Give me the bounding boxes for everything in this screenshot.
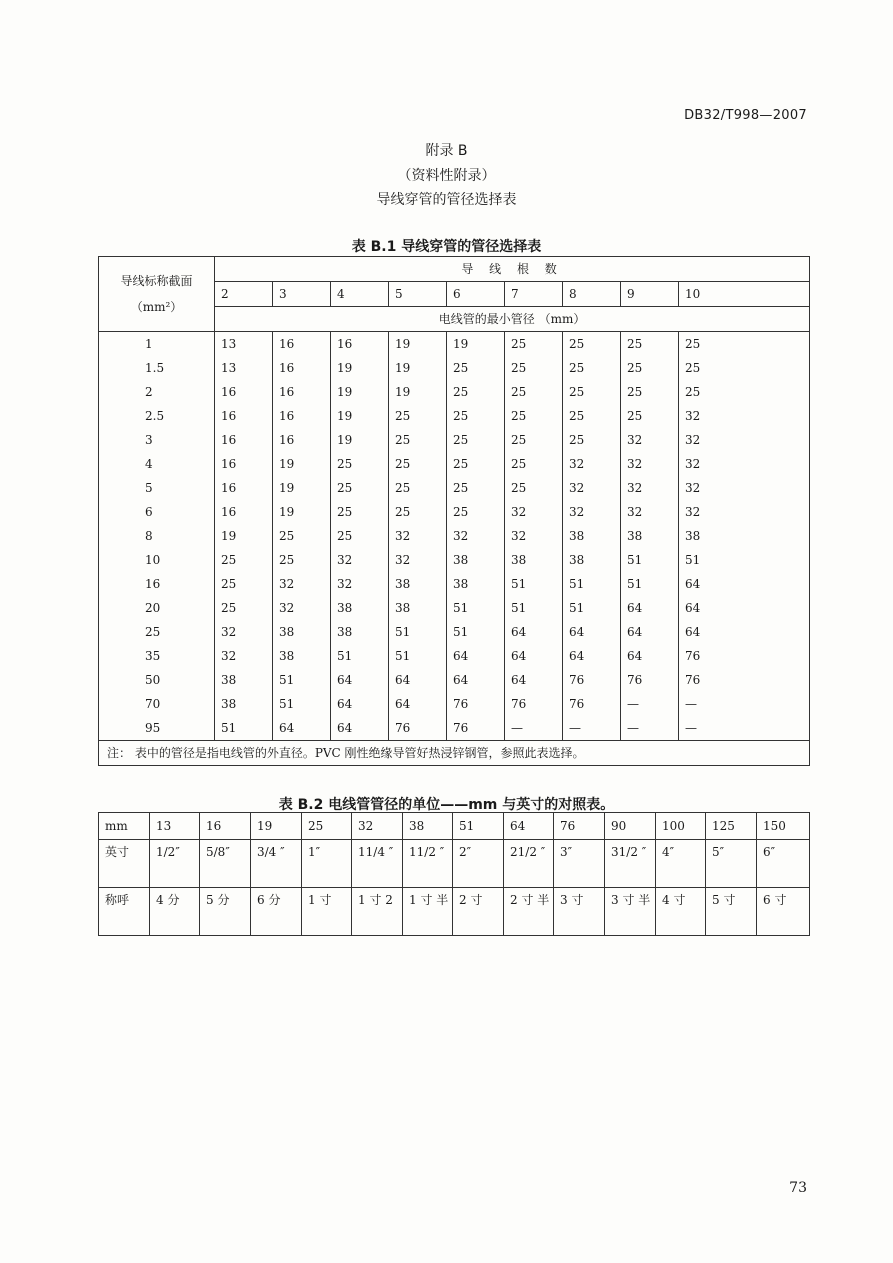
diameter-cell: 19 xyxy=(273,452,331,476)
table-row xyxy=(99,572,810,596)
conversion-cell: 31/2 ″ xyxy=(605,840,656,888)
diameter-cell: 32 xyxy=(679,404,810,428)
diameter-cell: 51 xyxy=(447,596,505,620)
diameter-cell: 32 xyxy=(621,452,679,476)
conversion-cell: 25 xyxy=(302,813,352,840)
diameter-cell: 32 xyxy=(505,524,563,548)
diameter-cell: 25 xyxy=(447,500,505,524)
diameter-cell: 64 xyxy=(447,668,505,692)
diameter-cell: 25 xyxy=(505,404,563,428)
diameter-cell: 64 xyxy=(679,572,810,596)
section-cell: 25 xyxy=(145,625,161,639)
section-cell: 5 xyxy=(145,481,153,495)
conversion-cell: 90 xyxy=(605,813,656,840)
conversion-cell: 11/4 ″ xyxy=(352,840,403,888)
diameter-cell: 16 xyxy=(215,428,273,452)
diameter-cell: 38 xyxy=(563,524,621,548)
table-row xyxy=(99,356,810,380)
diameter-cell: 32 xyxy=(621,476,679,500)
table-row xyxy=(99,668,810,692)
section-cell: 1.5 xyxy=(145,361,165,375)
count-header: 4 xyxy=(331,282,389,307)
diameter-cell: 19 xyxy=(389,380,447,404)
diameter-cell: 51 xyxy=(563,572,621,596)
diameter-cell: 25 xyxy=(563,332,621,357)
table-row xyxy=(99,452,810,476)
diameter-cell: 25 xyxy=(563,404,621,428)
table-row xyxy=(99,380,810,404)
conversion-cell: 5″ xyxy=(706,840,757,888)
diameter-cell: 76 xyxy=(505,692,563,716)
diameter-cell: 25 xyxy=(273,524,331,548)
diameter-cell: 16 xyxy=(273,428,331,452)
table-row xyxy=(99,500,810,524)
diameter-cell: 32 xyxy=(621,500,679,524)
diameter-cell: 64 xyxy=(621,620,679,644)
diameter-cell: 38 xyxy=(331,620,389,644)
diameter-cell: 64 xyxy=(505,644,563,668)
conversion-cell: 16 xyxy=(200,813,251,840)
diameter-cell: — xyxy=(563,716,621,741)
diameter-cell: 64 xyxy=(679,620,810,644)
diameter-cell: — xyxy=(621,716,679,741)
count-header: 9 xyxy=(621,282,679,307)
row-label-cell: 英寸 xyxy=(99,840,150,888)
diameter-cell: 32 xyxy=(447,524,505,548)
diameter-cell: 25 xyxy=(389,404,447,428)
section-cell: 1 xyxy=(145,337,153,351)
table1-caption: 表 B.1 导线穿管的管径选择表 xyxy=(351,239,542,255)
diameter-cell: 38 xyxy=(447,572,505,596)
diameter-cell: 16 xyxy=(273,356,331,380)
table-row xyxy=(99,692,810,716)
diameter-cell: 16 xyxy=(215,476,273,500)
appendix-title: 附录 B xyxy=(425,143,468,159)
section-cell: 20 xyxy=(145,601,161,615)
diameter-cell: 16 xyxy=(215,404,273,428)
conversion-cell: 5/8″ xyxy=(200,840,251,888)
diameter-cell: 19 xyxy=(331,428,389,452)
section-cell: 4 xyxy=(145,457,153,471)
diameter-cell: 19 xyxy=(331,356,389,380)
diameter-cell: 32 xyxy=(389,548,447,572)
diameter-cell: 38 xyxy=(215,692,273,716)
table-row xyxy=(99,332,810,357)
inch-row xyxy=(99,840,810,888)
unit-conversion-table xyxy=(98,812,810,936)
diameter-cell: 16 xyxy=(273,380,331,404)
diameter-cell: 51 xyxy=(505,572,563,596)
diameter-cell: 25 xyxy=(331,476,389,500)
diameter-cell: 51 xyxy=(331,644,389,668)
diameter-cell: 76 xyxy=(447,692,505,716)
diameter-cell: 76 xyxy=(679,644,810,668)
diameter-cell: 64 xyxy=(505,620,563,644)
conversion-cell: 2″ xyxy=(453,840,504,888)
appendix-name: 导线穿管的管径选择表 xyxy=(376,192,517,208)
diameter-cell: 51 xyxy=(389,644,447,668)
count-header: 8 xyxy=(563,282,621,307)
diameter-cell: — xyxy=(505,716,563,741)
table-row xyxy=(99,620,810,644)
diameter-cell: 32 xyxy=(215,644,273,668)
diameter-cell: 25 xyxy=(679,356,810,380)
diameter-cell: 25 xyxy=(621,356,679,380)
diameter-cell: 76 xyxy=(447,716,505,741)
diameter-cell: 32 xyxy=(679,428,810,452)
diameter-cell: 16 xyxy=(273,332,331,357)
section-cell: 2 xyxy=(145,385,153,399)
diameter-cell: 64 xyxy=(273,716,331,741)
diameter-cell: 16 xyxy=(215,452,273,476)
diameter-cell: 25 xyxy=(621,380,679,404)
diameter-cell: 64 xyxy=(621,644,679,668)
conversion-cell: 1/2″ xyxy=(150,840,200,888)
diameter-cell: 64 xyxy=(331,692,389,716)
diameter-cell: 38 xyxy=(505,548,563,572)
section-cell: 16 xyxy=(145,577,161,591)
diameter-cell: 32 xyxy=(563,452,621,476)
diameter-cell: 32 xyxy=(331,548,389,572)
diameter-cell: 32 xyxy=(273,572,331,596)
table-row xyxy=(99,524,810,548)
conversion-cell: 100 xyxy=(656,813,706,840)
count-header: 5 xyxy=(389,282,447,307)
diameter-cell: 25 xyxy=(447,452,505,476)
row-header-unit: （mm²） xyxy=(130,300,183,314)
conversion-cell: 51 xyxy=(453,813,504,840)
table-row xyxy=(99,476,810,500)
conversion-cell: 4 寸 xyxy=(656,888,706,936)
conversion-cell: 1 寸 xyxy=(302,888,352,936)
diameter-cell: 51 xyxy=(273,692,331,716)
diameter-cell: 25 xyxy=(215,548,273,572)
table-row xyxy=(99,596,810,620)
conversion-cell: 3″ xyxy=(554,840,605,888)
diameter-cell: 16 xyxy=(215,500,273,524)
table-row xyxy=(99,716,810,741)
diameter-cell: 64 xyxy=(389,668,447,692)
diameter-cell: 64 xyxy=(621,596,679,620)
diameter-cell: 38 xyxy=(215,668,273,692)
diameter-cell: 25 xyxy=(505,476,563,500)
conversion-cell: 64 xyxy=(504,813,554,840)
section-cell: 35 xyxy=(145,649,161,663)
diameter-cell: 16 xyxy=(215,380,273,404)
diameter-cell: 32 xyxy=(563,500,621,524)
diameter-cell: 64 xyxy=(563,620,621,644)
diameter-cell: 32 xyxy=(331,572,389,596)
diameter-cell: 51 xyxy=(621,548,679,572)
diameter-cell: 25 xyxy=(331,452,389,476)
diameter-cell: 76 xyxy=(563,692,621,716)
row-header-cell xyxy=(99,257,215,332)
diameter-cell: 25 xyxy=(505,452,563,476)
conversion-cell: 6 分 xyxy=(251,888,302,936)
count-header: 3 xyxy=(273,282,331,307)
appendix-subtitle: （资料性附录） xyxy=(397,168,496,184)
diameter-cell: 38 xyxy=(389,596,447,620)
table-row xyxy=(99,428,810,452)
diameter-cell: 25 xyxy=(505,356,563,380)
diameter-cell: 25 xyxy=(389,452,447,476)
conversion-cell: 1″ xyxy=(302,840,352,888)
diameter-cell: 25 xyxy=(389,476,447,500)
diameter-cell: 25 xyxy=(331,524,389,548)
diameter-cell: 13 xyxy=(215,332,273,357)
section-cell: 10 xyxy=(145,553,161,567)
diameter-cell: 64 xyxy=(505,668,563,692)
diameter-cell: 64 xyxy=(679,596,810,620)
conversion-cell: 125 xyxy=(706,813,757,840)
diameter-cell: 32 xyxy=(679,452,810,476)
name-row xyxy=(99,888,810,936)
diameter-cell: 32 xyxy=(215,620,273,644)
diameter-cell: 76 xyxy=(389,716,447,741)
count-header: 6 xyxy=(447,282,505,307)
diameter-cell: 76 xyxy=(563,668,621,692)
conversion-cell: 5 寸 xyxy=(706,888,757,936)
diameter-cell: 51 xyxy=(563,596,621,620)
mm-row xyxy=(99,813,810,840)
diameter-cell: 25 xyxy=(447,380,505,404)
diameter-cell: 19 xyxy=(447,332,505,357)
diameter-cell: 51 xyxy=(389,620,447,644)
conversion-cell: 4″ xyxy=(656,840,706,888)
diameter-cell: 25 xyxy=(679,332,810,357)
row-header-label: 导线标称截面 xyxy=(120,274,193,288)
group-header: 导 线 根 数 xyxy=(215,257,810,282)
diameter-cell: 16 xyxy=(273,404,331,428)
diameter-cell: 51 xyxy=(447,620,505,644)
conduit-size-table xyxy=(98,256,810,766)
section-cell: 50 xyxy=(145,673,161,687)
diameter-cell: 51 xyxy=(505,596,563,620)
diameter-cell: 38 xyxy=(273,644,331,668)
table-row xyxy=(99,644,810,668)
diameter-cell: 25 xyxy=(621,332,679,357)
document-code: DB32/T998—2007 xyxy=(684,108,807,123)
conversion-cell: 3 寸 半 xyxy=(605,888,656,936)
diameter-cell: 25 xyxy=(389,500,447,524)
diameter-cell: 13 xyxy=(215,356,273,380)
diameter-cell: 32 xyxy=(679,500,810,524)
diameter-cell: 38 xyxy=(563,548,621,572)
conversion-cell: 11/2 ″ xyxy=(403,840,453,888)
diameter-cell: 38 xyxy=(447,548,505,572)
diameter-cell: 25 xyxy=(563,428,621,452)
conversion-cell: 21/2 ″ xyxy=(504,840,554,888)
count-header: 2 xyxy=(215,282,273,307)
diameter-cell: 64 xyxy=(563,644,621,668)
diameter-cell: 19 xyxy=(273,500,331,524)
diameter-cell: 25 xyxy=(215,572,273,596)
diameter-cell: 38 xyxy=(621,524,679,548)
diameter-cell: 25 xyxy=(563,380,621,404)
diameter-cell: 19 xyxy=(331,404,389,428)
min-diameter-subheader: 电线管的最小管径 （mm） xyxy=(215,307,810,332)
diameter-cell: 19 xyxy=(331,380,389,404)
diameter-cell: 51 xyxy=(215,716,273,741)
conversion-cell: 76 xyxy=(554,813,605,840)
diameter-cell: 76 xyxy=(679,668,810,692)
conversion-cell: 13 xyxy=(150,813,200,840)
diameter-cell: 25 xyxy=(447,476,505,500)
conversion-cell: 1 寸 2 xyxy=(352,888,403,936)
conversion-cell: 19 xyxy=(251,813,302,840)
diameter-cell: 64 xyxy=(331,716,389,741)
diameter-cell: 16 xyxy=(331,332,389,357)
conversion-cell: 38 xyxy=(403,813,453,840)
diameter-cell: 64 xyxy=(389,692,447,716)
diameter-cell: 25 xyxy=(389,428,447,452)
diameter-cell: 19 xyxy=(389,356,447,380)
diameter-cell: 32 xyxy=(505,500,563,524)
diameter-cell: 25 xyxy=(505,332,563,357)
diameter-cell: — xyxy=(679,692,810,716)
section-cell: 8 xyxy=(145,529,153,543)
table1-note: 注： 表中的管径是指电线管的外直径。PVC 刚性绝缘导管好热浸锌钢管，参照此表选择。 xyxy=(99,741,810,766)
page-number: 73 xyxy=(789,1180,807,1196)
table-row xyxy=(99,548,810,572)
count-header: 10 xyxy=(679,282,810,307)
diameter-cell: 25 xyxy=(331,500,389,524)
diameter-cell: 51 xyxy=(679,548,810,572)
diameter-cell: 19 xyxy=(273,476,331,500)
table2-caption: 表 B.2 电线管管径的单位——mm 与英寸的对照表。 xyxy=(278,797,615,813)
diameter-cell: 32 xyxy=(621,428,679,452)
section-cell: 6 xyxy=(145,505,153,519)
conversion-cell: 1 寸 半 xyxy=(403,888,453,936)
diameter-cell: 25 xyxy=(563,356,621,380)
diameter-cell: 38 xyxy=(273,620,331,644)
section-cell: 3 xyxy=(145,433,153,447)
table-row xyxy=(99,404,810,428)
conversion-cell: 6 寸 xyxy=(757,888,810,936)
diameter-cell: 25 xyxy=(621,404,679,428)
diameter-cell: 38 xyxy=(389,572,447,596)
diameter-cell: 32 xyxy=(679,476,810,500)
diameter-cell: 32 xyxy=(563,476,621,500)
diameter-cell: 25 xyxy=(215,596,273,620)
diameter-cell: 38 xyxy=(331,596,389,620)
conversion-cell: 32 xyxy=(352,813,403,840)
conversion-cell: 3 寸 xyxy=(554,888,605,936)
section-cell: 2.5 xyxy=(145,409,165,423)
conversion-cell: 4 分 xyxy=(150,888,200,936)
diameter-cell: — xyxy=(621,692,679,716)
conversion-cell: 6″ xyxy=(757,840,810,888)
diameter-cell: 19 xyxy=(215,524,273,548)
conversion-cell: 5 分 xyxy=(200,888,251,936)
diameter-cell: 64 xyxy=(331,668,389,692)
diameter-cell: 32 xyxy=(389,524,447,548)
diameter-cell: 25 xyxy=(505,428,563,452)
conversion-cell: 3/4 ″ xyxy=(251,840,302,888)
diameter-cell: 25 xyxy=(447,356,505,380)
diameter-cell: 25 xyxy=(447,428,505,452)
diameter-cell: 51 xyxy=(273,668,331,692)
diameter-cell: 25 xyxy=(273,548,331,572)
diameter-cell: 38 xyxy=(679,524,810,548)
diameter-cell: 25 xyxy=(505,380,563,404)
diameter-cell: 32 xyxy=(273,596,331,620)
diameter-cell: 64 xyxy=(447,644,505,668)
count-header: 7 xyxy=(505,282,563,307)
diameter-cell: — xyxy=(679,716,810,741)
row-label-cell: 称呼 xyxy=(99,888,150,936)
diameter-cell: 19 xyxy=(389,332,447,357)
section-cell: 95 xyxy=(145,721,161,735)
diameter-cell: 25 xyxy=(447,404,505,428)
diameter-cell: 51 xyxy=(621,572,679,596)
row-label-cell: mm xyxy=(99,813,150,840)
conversion-cell: 2 寸 半 xyxy=(504,888,554,936)
conversion-cell: 2 寸 xyxy=(453,888,504,936)
section-cell: 70 xyxy=(145,697,161,711)
diameter-cell: 76 xyxy=(621,668,679,692)
conversion-cell: 150 xyxy=(757,813,810,840)
diameter-cell: 25 xyxy=(679,380,810,404)
